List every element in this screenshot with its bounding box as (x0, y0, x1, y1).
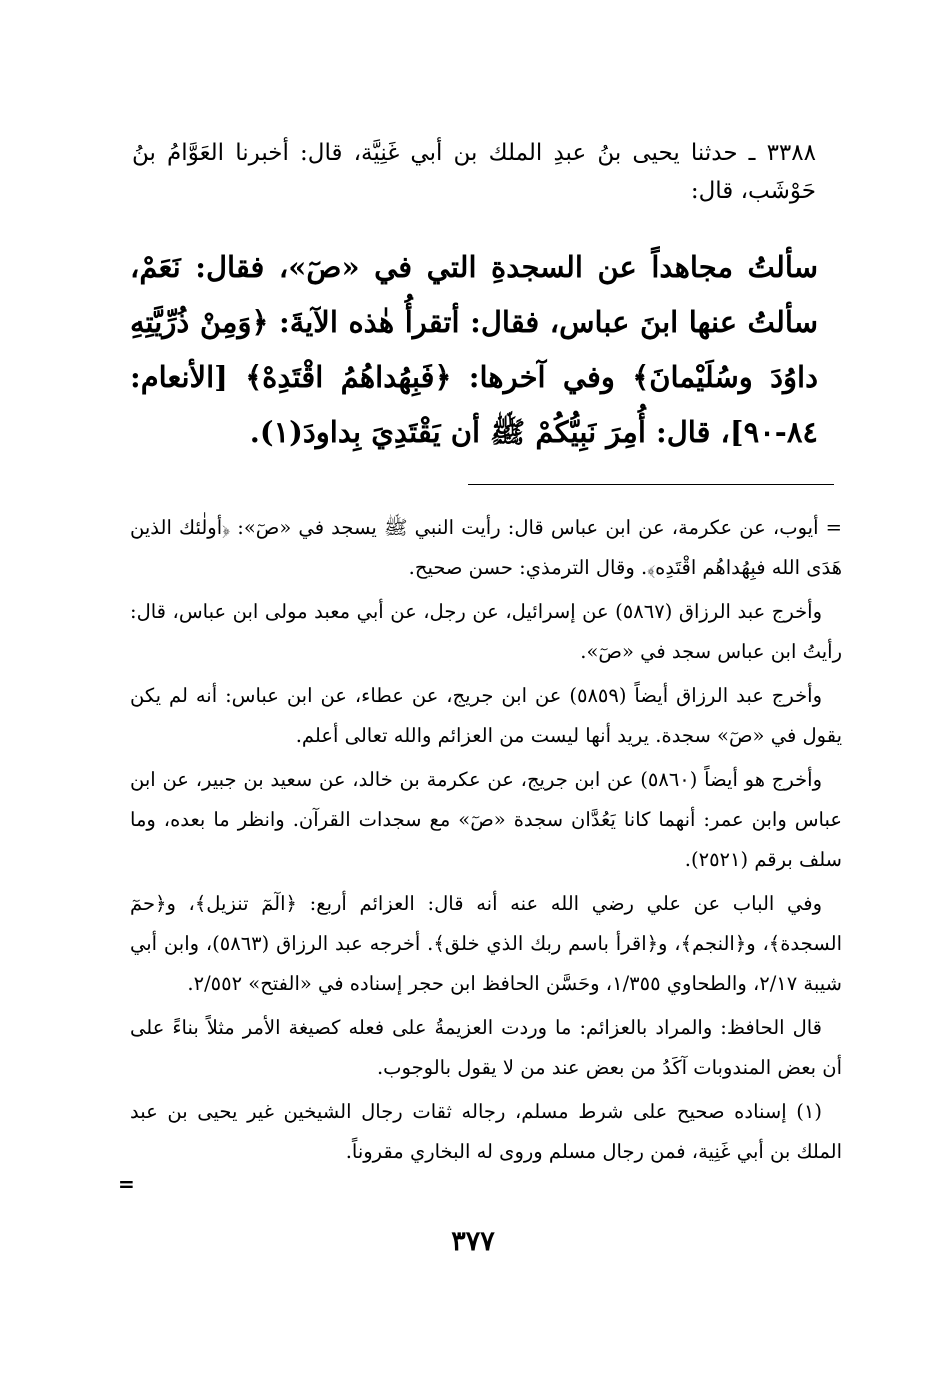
footnote-paragraph: قال الحافظ: والمراد بالعزائم: ما وردت العزيمةُ على فعله كصيغة الأمر مثلاً بناءً على أن بعض المندوبات آكَدُ من بعض عند من لا يقول بالوجوب. (130, 1016, 842, 1079)
continuation-mark: = (118, 1172, 135, 1196)
footnote-paragraph: = أيوب، عن عكرمة، عن ابن عباس قال: رأيت النبي ﷺ يسجد في «صٓ»: ﴿أولٰئك الذين هَدَى الله فبِهُداهُم اقْتَدِه﴾. وقال الترمذي: حسن صحيح. (130, 516, 842, 579)
footnote-paragraph: وأخرج عبد الرزاق أيضاً (٥٨٥٩) عن ابن جريج، عن عطاء، عن ابن عباس: أنه لم يكن يقول في «صٓ» سجدة. يريد أنها ليست من العزائم والله تعالى أعلم. (130, 684, 842, 747)
hadith-matn: سألتُ مجاهداً عن السجدةِ التي في «صٓ»، فقال: نَعَمْ، سألتُ عنها ابنَ عباس، فقال: أتقرأُ هٰذه الآيةَ: ﴿وَمِنْ ذُرِّيَّتِهِ داوُدَ وسُلَيْمانَ﴾ وفي آخرها: ﴿فَبِهُداهُمُ اقْتَدِهْ﴾ [الأنعام: ٨٤-٩٠]، قال: أُمِرَ نَبِيُّكُمْ ﷺ أن يَقْتَدِيَ بِداودَ(١). (130, 250, 818, 449)
hadith-isnad: ٣٣٨٨ ـ حدثنا يحيى بنُ عبدِ الملك بن أبي غَنِيَّة، قال: أخبرنا العَوَّامُ بنُ حَوْشَب، قال: (132, 140, 816, 204)
footnote-paragraph: وفي الباب عن علي رضي الله عنه أنه قال: العزائم أربع: ﴿الٓمٓ تنزيل﴾، و﴿حمٓ السجدة﴾، و﴿النجم﴾، و﴿اقرأ باسم ربك الذي خلق﴾. أخرجه عبد الرزاق (٥٨٦٣)، وابن أبي شيبة ٢/١٧، والطحاوي ١/٣٥٥، وحَسَّن الحافظ ابن حجر إسناده في «الفتح» ٢/٥٥٢. (130, 892, 842, 995)
footnotes (130, 508, 842, 1176)
footnote-paragraph: وأخرج عبد الرزاق (٥٨٦٧) عن إسرائيل، عن رجل، عن أبي معبد مولى ابن عباس، قال: رأيتُ ابن عباس سجد في «صٓ». (130, 600, 842, 663)
footnote-separator (468, 484, 834, 485)
footnote-paragraph: (١) إسناده صحيح على شرط مسلم، رجاله ثقات رجال الشيخين غير يحيى بن عبد الملك بن أبي غَنِية، فمن رجال مسلم وروى له البخاري مقروناً. (130, 1100, 842, 1163)
footnote-paragraph: وأخرج هو أيضاً (٥٨٦٠) عن ابن جريج، عن عكرمة بن خالد، عن سعيد بن جبير، عن ابن عباس وابن عمر: أنهما كانا يَعُدَّان سجدة «صٓ» مع سجدات القرآن. وانظر ما بعده، وما سلف برقم (٢٥٢١). (130, 768, 842, 871)
page-number: ٣٧٧ (451, 1226, 495, 1257)
